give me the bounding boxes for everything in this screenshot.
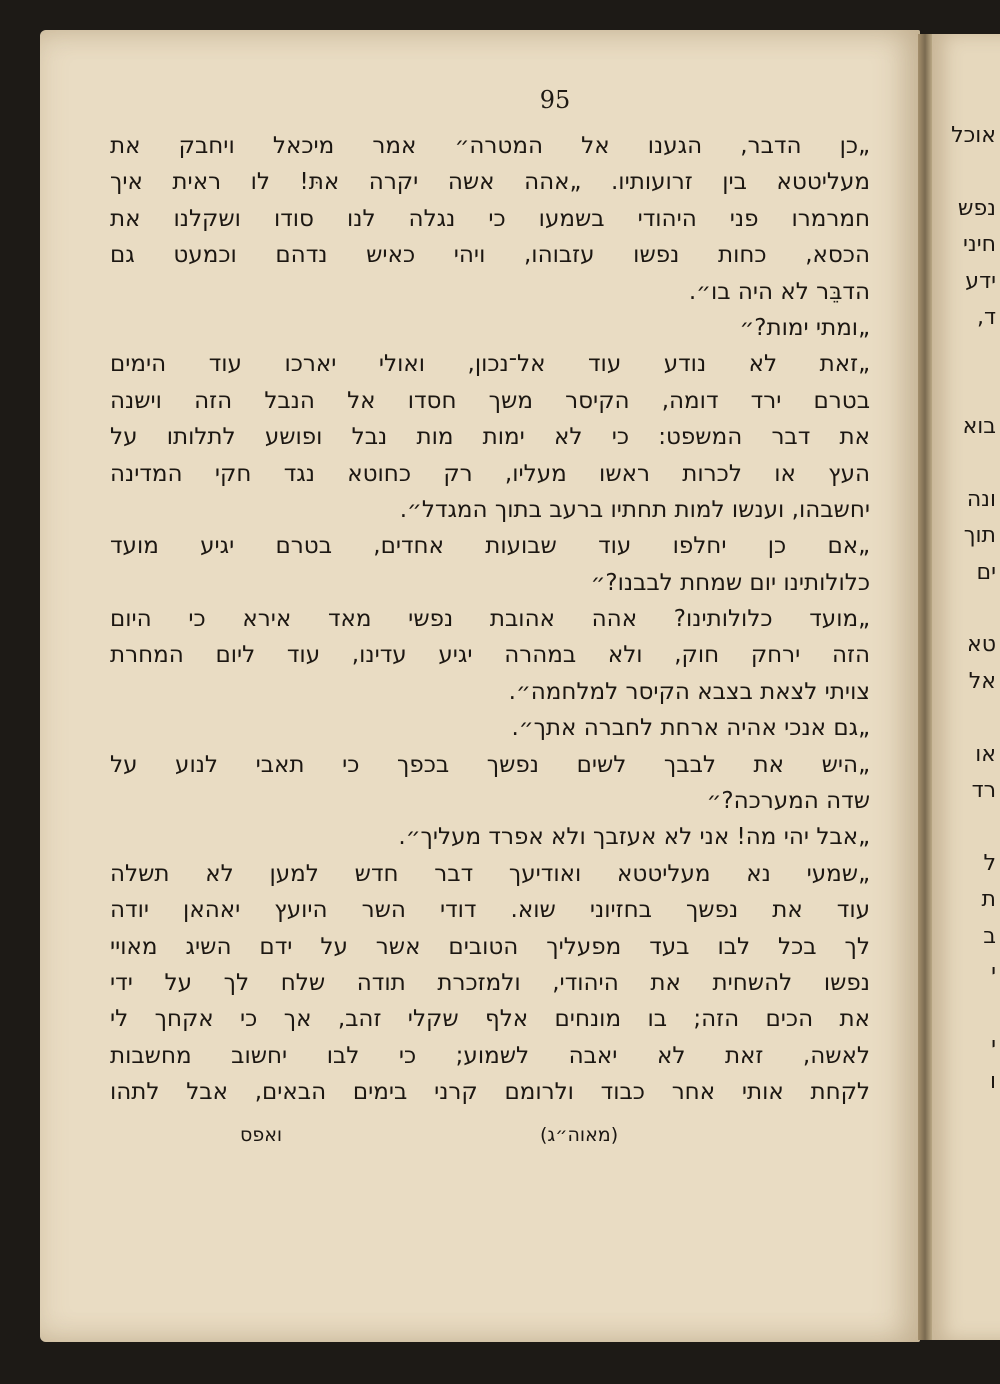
- text-line: „ומתי ימות?״: [739, 314, 870, 341]
- text-line: בטרם ירד דומה, הקיסר משך חסדו אל הנבל הזה וישנה: [110, 387, 870, 414]
- margin-fragment: [948, 591, 996, 627]
- text-line: צויתי לצאת בצבא הקיסר למלחמה״.: [508, 678, 870, 705]
- text-line: „אם כן יחלפו עוד שבועות אחדים, בטרם יגיע מועד: [110, 533, 870, 560]
- text-line: „מועד כלולותינו? אהה אהובת נפשי מאד אירא כי היום: [110, 606, 870, 633]
- margin-fragment: [948, 809, 996, 845]
- margin-fragment: [948, 700, 996, 736]
- margin-fragment: אוכל: [951, 123, 996, 148]
- text-line: לך בכל לבו בעד מפעליך הטובים אשר על ידם השיג מאויי: [110, 933, 870, 960]
- text-line: לקחת אותי אחר כבוד ולרומם קרני בימים הבאים, אבל לתהו: [110, 1079, 870, 1106]
- catchword: ואפס: [240, 1124, 283, 1146]
- text-line: כלולותינו יום שמחת לבבנו?״: [590, 569, 870, 596]
- margin-fragment: [948, 446, 996, 482]
- text-line: לאשה, זאת לא יאבה לשמוע; כי לבו יחשוב מחשבות: [110, 1042, 870, 1069]
- margin-fragment: טא: [967, 632, 996, 658]
- book-spine: [918, 34, 932, 1340]
- margin-fragment: [948, 373, 996, 409]
- text-line: מעליטטא בין זרועותיו. „אהה אשה יקרה אתּ! לו ראית איך: [110, 169, 870, 196]
- margin-fragment: ב: [983, 923, 996, 949]
- margin-fragment: י: [991, 959, 996, 985]
- margin-fragment: [948, 336, 996, 372]
- page-text: [110, 128, 870, 1168]
- text-line: „שמעי נא מעליטטא ואודיעך דבר חדש למען לא תשלה: [110, 860, 870, 887]
- margin-fragment: חיני: [962, 232, 996, 258]
- text-line: את דבר המשפט: כי לא ימות מות נבל ופושע לתלותו על: [110, 424, 870, 451]
- text-line: „כן הדבר, הגענו אל המטרה״ אמר מיכאל ויחבק את: [110, 133, 870, 159]
- margin-fragment: בוא: [962, 414, 996, 440]
- text-line: את הכים הזה; בו מונחים אלף שקלי זהב, אך כי אקחך לי: [110, 1006, 870, 1033]
- margin-fragment: ונה: [966, 486, 996, 512]
- text-line: „זאת לא נודע עוד אל־נכון, ואולי יארכו עוד הימים: [110, 351, 870, 378]
- margin-fragment: ים: [976, 559, 996, 585]
- text-line: העץ או לכרות ראשו מעליו, רק כחוטא נגד חקי המדינה: [110, 460, 870, 487]
- text-line: נפשו להשחית את היהודי, ולמזכרת תודה שלח לך על ידי: [110, 969, 870, 996]
- text-line: „אבל יהי מה! אני לא אעזבך ולא אפרד מעליך״.: [398, 824, 870, 851]
- text-line: עוד את נפשך בחזיוני שוא. דודי השר היועץ יאהאן יודה: [110, 897, 870, 924]
- margin-fragment: רד: [971, 778, 996, 804]
- margin-fragment: י: [991, 1032, 996, 1058]
- margin-fragment: או: [975, 741, 996, 767]
- margin-fragment: ד,: [976, 304, 996, 330]
- margin-fragment: ת: [981, 887, 996, 913]
- margin-fragment: ל: [983, 850, 996, 876]
- margin-fragment: ידע: [965, 268, 996, 294]
- page-footer: [240, 1124, 660, 1154]
- text-line: שדה המערכה?״: [706, 788, 870, 815]
- margin-fragment: [948, 991, 996, 1027]
- footer-signature: (מאוה״ג): [540, 1124, 619, 1146]
- next-page-text-fragments: [948, 118, 996, 1101]
- text-line: „גם אנכי אהיה ארחת לחברה אתך״.: [511, 715, 870, 742]
- margin-fragment: [948, 154, 996, 190]
- text-line: חמרמרו פני היהודי בשמעו כי נגלה לנו סודו ושקלנו את: [110, 205, 870, 232]
- margin-fragment: תוך: [963, 523, 996, 549]
- text-line: הכסא, כחות נפשו עזבוהו, ויהי כאיש נדהם וכמעט גם: [110, 242, 870, 269]
- margin-fragment: נפש: [957, 195, 996, 221]
- margin-fragment: ו: [990, 1069, 996, 1095]
- page-number: 95: [539, 86, 571, 114]
- text-line: הדבֵּר לא היה בו״.: [688, 278, 870, 305]
- text-line: „היש את לבבך לשים נפשך בכפך כי תאבי לנוע על: [110, 751, 870, 778]
- text-line: יחשבהו, וענשו למות תחתיו ברעב בתוך המגדל״.: [399, 496, 870, 523]
- margin-fragment: אל: [968, 668, 996, 694]
- text-line: הזה ירחק חוק, ולא במהרה יגיע עדינו, עוד ליום המחרת: [110, 642, 870, 669]
